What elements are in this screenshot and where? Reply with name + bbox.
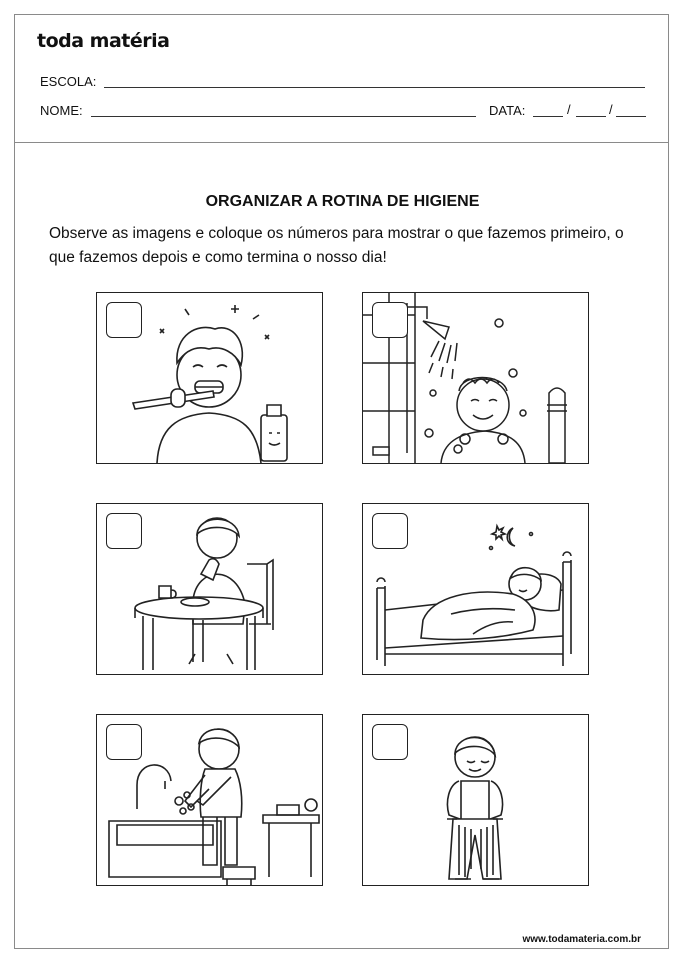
number-box[interactable] bbox=[106, 302, 142, 338]
card-eating-at-table bbox=[96, 503, 323, 675]
card-washing-hands bbox=[96, 714, 323, 886]
date-month-field[interactable] bbox=[576, 116, 606, 117]
card-getting-dressed bbox=[362, 714, 589, 886]
footer-website[interactable]: www.todamateria.com.br bbox=[522, 934, 641, 945]
card-brushing-teeth bbox=[96, 292, 323, 464]
number-box[interactable] bbox=[372, 724, 408, 760]
date-year-field[interactable] bbox=[616, 116, 646, 117]
card-taking-shower bbox=[362, 292, 589, 464]
date-label: DATA: bbox=[489, 103, 526, 118]
school-field[interactable] bbox=[104, 87, 645, 88]
number-box[interactable] bbox=[372, 302, 408, 338]
number-box[interactable] bbox=[372, 513, 408, 549]
date-separator: / bbox=[609, 102, 613, 117]
header-divider bbox=[14, 142, 669, 143]
date-day-field[interactable] bbox=[533, 116, 563, 117]
card-sleeping-in-bed bbox=[362, 503, 589, 675]
worksheet-title: ORGANIZAR A ROTINA DE HIGIENE bbox=[205, 193, 480, 210]
name-field[interactable] bbox=[91, 116, 476, 117]
number-box[interactable] bbox=[106, 513, 142, 549]
worksheet-instructions: Observe as imagens e coloque os números para mostrar o que fazemos primeiro, o que fazemos depois e como termina o nosso dia! bbox=[49, 225, 624, 266]
name-label: NOME: bbox=[40, 103, 83, 118]
brand-logo: toda matéria bbox=[37, 30, 170, 52]
number-box[interactable] bbox=[106, 724, 142, 760]
date-separator: / bbox=[567, 102, 571, 117]
school-label: ESCOLA: bbox=[40, 74, 97, 89]
